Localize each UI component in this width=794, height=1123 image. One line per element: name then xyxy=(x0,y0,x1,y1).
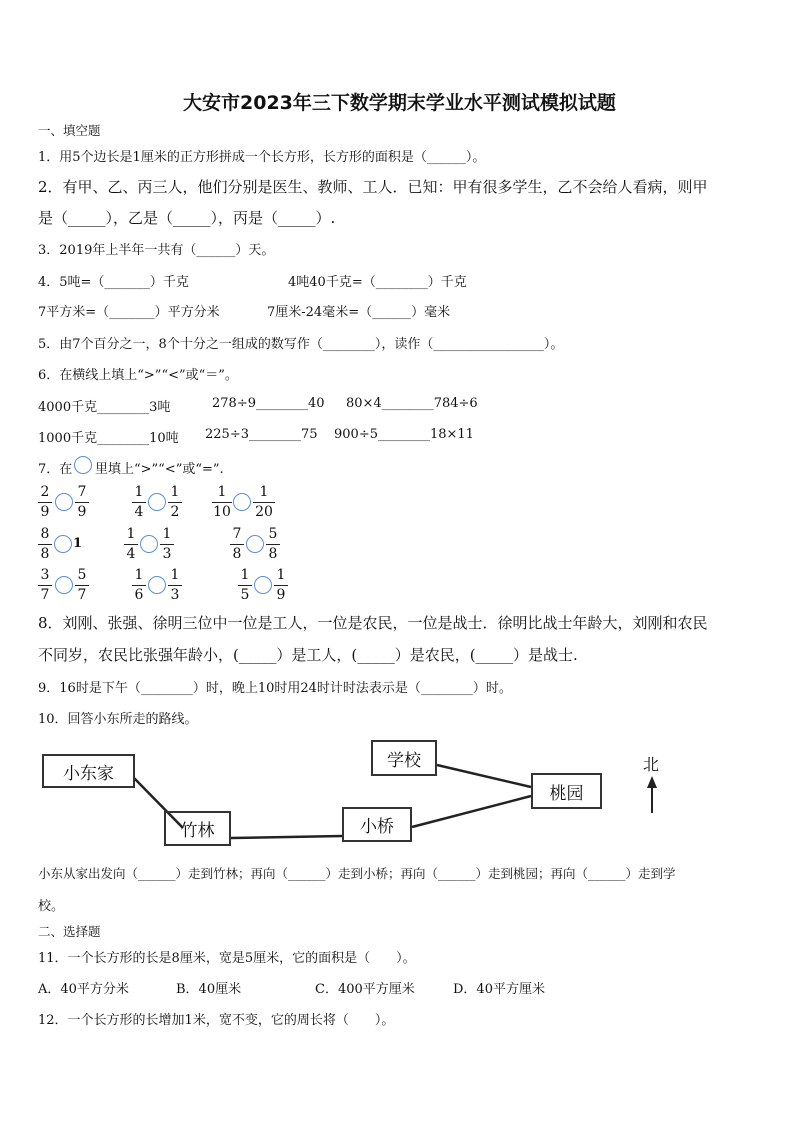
map-box-bridge: 小桥 xyxy=(342,807,412,842)
question-8-line1: 8．刘刚、张强、徐明三位中一位是工人，一位是农民，一位是战士．徐明比战士年龄大，刘刚和农民 xyxy=(38,614,708,632)
question-4a: 4．5吨=（_______）千克 xyxy=(38,275,189,290)
fraction: 8 8 xyxy=(38,526,52,563)
question-2-line2: 是（_____），乙是（_____），丙是（_____）. xyxy=(38,209,336,227)
map-box-peach-garden: 桃园 xyxy=(531,773,602,809)
page-title: 大安市2023年三下数学期末学业水平测试模拟试题 xyxy=(183,92,616,114)
section-heading-choice: 二、选择题 xyxy=(38,924,101,939)
fraction: 1 6 xyxy=(132,567,146,604)
fraction: 2 9 xyxy=(38,484,52,521)
question-11: 11．一个长方形的长是8厘米，宽是5厘米，它的面积是（ ）。 xyxy=(38,951,416,966)
question-6-item: 278÷9________40 xyxy=(212,396,325,411)
fraction: 1 3 xyxy=(160,526,174,563)
question-6-item: 80×4________784÷6 xyxy=(346,396,478,411)
fraction: 1 5 xyxy=(238,567,252,604)
fraction: 3 7 xyxy=(38,567,52,604)
map-box-home: 小东家 xyxy=(42,754,135,788)
question-11-option-a[interactable]: A．40平方分米 xyxy=(38,982,129,997)
question-4b: 4吨40千克=（________）千克 xyxy=(288,275,467,290)
question-4c: 7平方米=（_______）平方分米 xyxy=(38,305,220,320)
fraction: 1 10 xyxy=(213,484,231,520)
question-10-line2: 校。 xyxy=(38,899,65,914)
question-6-item: 4000千克________3吨 xyxy=(38,400,171,415)
fraction: 1 9 xyxy=(274,567,288,604)
question-5: 5．由7个百分之一，8个十分之一组成的数写作（________），读作（_________________）。 xyxy=(38,337,564,352)
question-6-item: 900÷5________18×11 xyxy=(334,427,474,442)
question-3: 3．2019年上半年一共有（______）天。 xyxy=(38,243,275,258)
fraction: 7 9 xyxy=(75,484,89,521)
fraction: 7 8 xyxy=(230,526,244,563)
fraction: 1 4 xyxy=(132,484,146,521)
question-8-line2: 不同岁，农民比张强年龄小，(_____）是工人，(_____）是农民，(_____）是战士. xyxy=(38,646,578,664)
fraction: 5 7 xyxy=(75,567,89,604)
question-10-line1: 小东从家出发向（______）走到竹林；再向（______）走到小桥；再向（______）走到桃园；再向（______）走到学 xyxy=(38,866,676,881)
north-label: 北 xyxy=(643,755,660,774)
question-6-item: 225÷3________75 xyxy=(205,427,318,442)
question-11-option-b[interactable]: B．40厘米 xyxy=(176,982,242,997)
question-10-prompt: 10．回答小东所走的路线。 xyxy=(38,712,198,727)
question-2-line1: 2．有甲、乙、丙三人，他们分别是医生、教师、工人．已知：甲有很多学生，乙不会给人看病，则甲 xyxy=(38,178,708,196)
question-9: 9．16时是下午（________）时，晚上10时用24时计时法表示是（________）时。 xyxy=(38,681,512,696)
map-box-bamboo: 竹林 xyxy=(164,811,231,846)
question-4d: 7厘米-24毫米=（______）毫米 xyxy=(267,305,451,320)
fraction: 1 20 xyxy=(253,484,275,521)
fraction: 5 8 xyxy=(266,526,280,563)
question-7-prompt-end: 里填上“>”“<”或“=”. xyxy=(95,462,224,477)
question-1: 1．用5个边长是1厘米的正方形拼成一个长方形，长方形的面积是（______）。 xyxy=(38,150,486,165)
question-11-option-c[interactable]: C．400平方厘米 xyxy=(315,982,415,997)
number-one: 1 xyxy=(73,536,83,551)
question-11-option-d[interactable]: D．40平方厘米 xyxy=(453,982,545,997)
question-7-prompt-start: 7．在 xyxy=(38,462,73,477)
fraction: 1 4 xyxy=(124,526,138,563)
question-6-item: 1000千克________10吨 xyxy=(38,431,179,446)
question-12: 12．一个长方形的长增加1米，宽不变，它的周长将（ ）。 xyxy=(38,1013,395,1028)
fraction: 1 3 xyxy=(168,567,182,604)
map-box-school: 学校 xyxy=(371,740,437,776)
section-heading-fill-blank: 一、填空题 xyxy=(38,123,101,138)
fraction: 1 2 xyxy=(168,484,182,521)
question-6-prompt: 6．在横线上填上“>”“<”或“＝”。 xyxy=(38,368,238,383)
